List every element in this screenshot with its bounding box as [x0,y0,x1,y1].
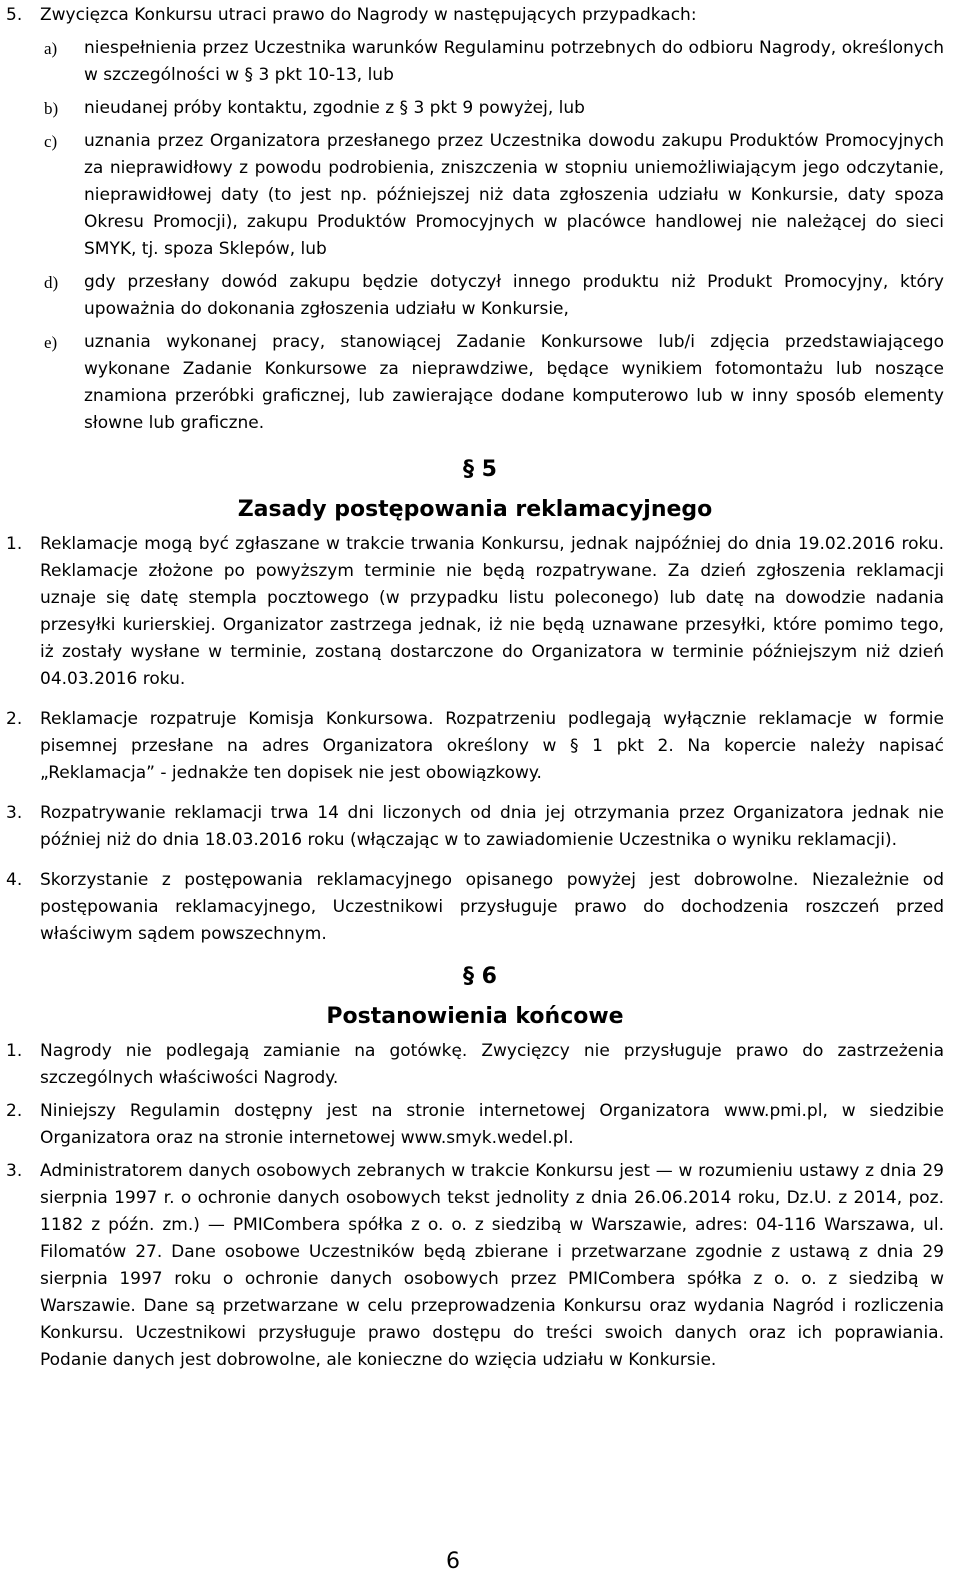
sub-item-a [44,35,944,89]
section-5-sign: § 5 [463,457,497,482]
item-text: Niniejszy Regulamin dostępny jest na stronie internetowej Organizatora www.pmi.pl, w siedzibie Organizatora oraz na stronie internetowej www.smyk.wedel.pl. [40,1101,944,1148]
section-5-title: Zasady postępowania reklamacyjnego [237,497,713,522]
list-item-5 [6,2,944,29]
sub-item-letter: b) [44,99,59,118]
item-number: 1. [6,1041,23,1061]
list-item-s6-1 [6,1038,944,1092]
sub-item-c [44,128,944,263]
sub-item-letter: e) [44,333,58,352]
sub-item-letter: a) [44,39,58,58]
sub-item-e [44,329,944,437]
list-item-s5-2 [6,706,944,787]
sub-item-b [44,95,944,122]
sub-item-text: gdy przesłany dowód zakupu będzie dotyczył innego produktu niż Produkt Promocyjny, który upoważnia do dokonania zgłoszenia udziału w Konkursie, [84,272,944,319]
item-text: Skorzystanie z postępowania reklamacyjnego opisanego powyżej jest dobrowolne. Niezależnie od postępowania reklamacyjnego, Uczestnikowi przysługuje prawo do dochodzenia roszczeń przed właściwym sądem powszechnym. [40,870,944,944]
list-item-s6-2 [6,1098,944,1152]
item-number: 2. [6,1101,23,1121]
sub-item-text: uznania wykonanej pracy, stanowiącej Zadanie Konkursowe lub/i zdjęcia przedstawiającego wykonane Zadanie Konkursowe za nieprawdziwe, będące wynikiem fotomontażu lub noszące znamiona przeróbki graficznej, lub zawierające dodane komputerowo lub w inny sposób elementy słowne lub graficzne. [84,332,944,433]
list-item-s5-1 [6,531,944,693]
sub-item-d [44,269,944,323]
item-number: 4. [6,870,23,890]
item-text: Nagrody nie podlegają zamianie na gotówkę. Zwycięzcy nie przysługuje prawo do zastrzeżenia szczególnych właściwości Nagrody. [40,1041,944,1088]
item-number: 2. [6,709,23,729]
section-6-sign: § 6 [463,964,497,989]
sub-item-letter: d) [44,273,59,292]
list-item-s5-3 [6,800,944,854]
item-text: Reklamacje mogą być zgłaszane w trakcie trwania Konkursu, jednak najpóźniej do dnia 19.02.2016 roku. Reklamacje złożone po powyższym terminie nie będą rozpatrywane. Za dzień zgłoszenia reklamacji uznaje się datę stempla pocztowego (w przypadku listu poleconego) lub datę na dowodzie nadania przesyłki kurierskiej. Organizator zastrzega jednak, iż nie będą uznawane przesyłki, które pomimo tego, iż zostały wysłane w terminie, zostaną dostarczone do Organizatora w terminie późniejszym niż dzień 04.03.2016 roku. [40,534,944,689]
item-text: Administratorem danych osobowych zebranych w trakcie Konkursu jest — w rozumieniu ustawy z dnia 29 sierpnia 1997 r. o ochronie danych osobowych tekst jednolity z dnia 26.06.2014 roku, Dz.U. z 2014, poz. 1182 z późn. zm.) — PMICombera spółka z o. o. z siedzibą w Warszawie, adres: 04-116 Warszawa, ul. Filomatów 27. Dane osobowe Uczestników będą zbierane i przetwarzane zgodnie z ustawą z dnia 29 sierpnia 1997 roku o ochronie danych osobowych przez PMICombera spółka z o. o. z siedzibą w Warszawie. Dane są przetwarzane w celu przeprowadzenia Konkursu oraz wydania Nagród i rozliczenia Konkursu. Uczestnikowi przysługuje prawo dostępu do treści swoich danych oraz ich poprawiania. Podanie danych jest dobrowolne, ale konieczne do wzięcia udziału w Konkursie. [40,1161,944,1370]
sub-item-text: uznania przez Organizatora przesłanego przez Uczestnika dowodu zakupu Produktów Promocyjnych za nieprawidłowy z powodu podrobienia, zniszczenia w stopniu uniemożliwiającym jego odczytanie, nieprawidłowej daty (to jest np. późniejszej niż data zgłoszenia udziału w Konkursie, daty spoza Okresu Promocji), zakupu Produktów Promocyjnych w placówce handlowej nie należącej do sieci SMYK, tj. spoza Sklepów, lub [84,131,944,259]
item-number: 3. [6,803,23,823]
document-page [6,2,944,1374]
page-number: 6 [446,1549,460,1574]
item-text: Rozpatrywanie reklamacji trwa 14 dni liczonych od dnia jej otrzymania przez Organizatora jednak nie później niż do dnia 18.03.2016 roku (włączając w to zawiadomienie Uczestnika o wyniku reklamacji). [40,803,944,850]
sub-item-text: nieudanej próby kontaktu, zgodnie z § 3 pkt 9 powyżej, lub [84,98,585,118]
item-number: 5. [6,5,23,25]
list-item-s5-4 [6,867,944,948]
item-number: 3. [6,1161,23,1181]
sub-item-text: niespełnienia przez Uczestnika warunków Regulaminu potrzebnych do odbioru Nagrody, określonych w szczególności w § 3 pkt 10-13, lub [84,38,944,85]
item-text: Zwycięzca Konkursu utraci prawo do Nagrody w następujących przypadkach: [40,5,697,25]
list-item-s6-3 [6,1158,944,1374]
item-number: 1. [6,534,23,554]
item-text: Reklamacje rozpatruje Komisja Konkursowa. Rozpatrzeniu podlegają wyłącznie reklamacje w formie pisemnej przesłane na adres Organizatora określony w § 1 pkt 2. Na kopercie należy napisać „Reklamacja” - jednakże ten dopisek nie jest obowiązkowy. [40,709,944,783]
sub-item-letter: c) [44,132,58,151]
section-6-title: Postanowienia końcowe [326,1004,624,1029]
